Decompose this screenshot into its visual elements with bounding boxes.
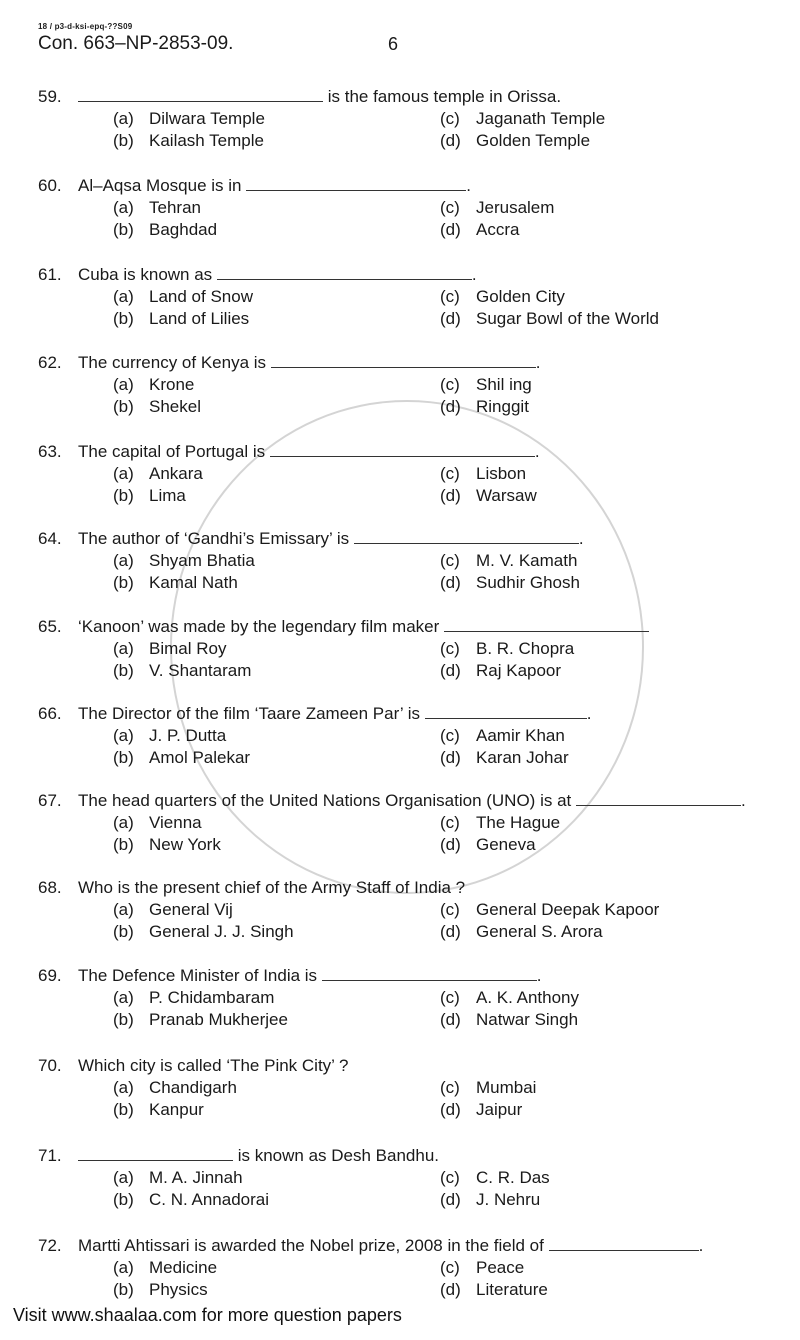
option-text: Sugar Bowl of the World xyxy=(476,309,659,328)
option-text: Peace xyxy=(476,1258,525,1277)
question-text xyxy=(38,877,465,899)
option-text: Jaipur xyxy=(476,1100,523,1119)
option-label: (a) xyxy=(113,198,134,217)
question-stem: The author of ‘Gandhi’s Emissary’ is xyxy=(78,529,354,548)
option-text: C. R. Das xyxy=(476,1168,550,1187)
option-label: (c) xyxy=(440,1078,460,1097)
answer-blank xyxy=(354,529,579,544)
option-label: (a) xyxy=(113,988,134,1007)
question-text xyxy=(38,965,542,987)
option-b xyxy=(113,572,238,594)
question-stem: Who is the present chief of the Army Staff of India ? xyxy=(78,878,466,897)
question-stem-end: . xyxy=(740,791,746,810)
question-number: 66. xyxy=(38,704,62,723)
option-label: (a) xyxy=(113,900,134,919)
option-text: Warsaw xyxy=(476,486,537,505)
option-text: M. A. Jinnah xyxy=(149,1168,243,1187)
option-text: Kanpur xyxy=(149,1100,204,1119)
option-label: (a) xyxy=(113,726,134,745)
question-number: 64. xyxy=(38,529,62,548)
option-label: (c) xyxy=(440,464,460,483)
option-text: Golden Temple xyxy=(476,131,591,150)
option-a xyxy=(113,899,233,921)
option-text: General J. J. Singh xyxy=(149,922,294,941)
option-a xyxy=(113,286,253,308)
option-b xyxy=(113,1099,204,1121)
header-small-code: 18 / p3-d-ksi-epq-??S09 xyxy=(38,22,133,31)
option-d xyxy=(440,660,561,682)
option-c xyxy=(440,812,560,834)
question-number: 71. xyxy=(38,1146,62,1165)
option-label: (c) xyxy=(440,813,460,832)
option-b xyxy=(113,1279,208,1301)
option-b xyxy=(113,660,251,682)
option-text: Ringgit xyxy=(476,397,529,416)
question-text xyxy=(38,175,471,197)
question-stem-end: . xyxy=(471,265,477,284)
option-text: Shil ing xyxy=(476,375,532,394)
option-label: (c) xyxy=(440,639,460,658)
option-text: Krone xyxy=(149,375,195,394)
option-label: (d) xyxy=(440,573,461,592)
option-d xyxy=(440,308,659,330)
option-a xyxy=(113,638,226,660)
question-number: 72. xyxy=(38,1236,62,1255)
option-b xyxy=(113,921,294,943)
option-text: Shyam Bhatia xyxy=(149,551,255,570)
option-a xyxy=(113,1077,237,1099)
answer-blank xyxy=(549,1236,699,1251)
question-text xyxy=(38,441,540,463)
option-label: (b) xyxy=(113,1010,134,1029)
question-text xyxy=(38,790,746,812)
option-label: (c) xyxy=(440,1168,460,1187)
question-stem-end: is the famous temple in Orissa. xyxy=(323,87,562,106)
option-label: (c) xyxy=(440,551,460,570)
option-text: Raj Kapoor xyxy=(476,661,562,680)
question-stem-end: is known as Desh Bandhu. xyxy=(233,1146,440,1165)
option-text: Pranab Mukherjee xyxy=(149,1010,288,1029)
answer-blank xyxy=(271,353,536,368)
option-text: Jaganath Temple xyxy=(476,109,606,128)
option-label: (b) xyxy=(113,748,134,767)
option-a xyxy=(113,197,201,219)
question-number: 63. xyxy=(38,442,62,461)
question-number: 68. xyxy=(38,878,62,897)
option-text: Sudhir Ghosh xyxy=(476,573,580,592)
option-text: V. Shantaram xyxy=(149,661,252,680)
option-text: Mumbai xyxy=(476,1078,537,1097)
option-label: (c) xyxy=(440,198,460,217)
option-label: (b) xyxy=(113,835,134,854)
option-b xyxy=(113,308,249,330)
answer-blank xyxy=(78,87,323,102)
option-label: (b) xyxy=(113,661,134,680)
question-stem: Al–Aqsa Mosque is in xyxy=(78,176,247,195)
option-c xyxy=(440,108,605,130)
option-text: Aamir Khan xyxy=(476,726,565,745)
question-stem: ‘Kanoon’ was made by the legendary film maker xyxy=(78,617,444,636)
option-c xyxy=(440,899,659,921)
option-text: J. P. Dutta xyxy=(149,726,227,745)
question-stem: Cuba is known as xyxy=(78,265,217,284)
option-text: General Deepak Kapoor xyxy=(476,900,660,919)
option-a xyxy=(113,108,265,130)
option-b xyxy=(113,396,201,418)
option-c xyxy=(440,463,526,485)
option-text: Baghdad xyxy=(149,220,218,239)
option-label: (a) xyxy=(113,464,134,483)
option-text: Kamal Nath xyxy=(149,573,238,592)
option-label: (a) xyxy=(113,287,134,306)
question-text xyxy=(38,616,649,638)
option-text: M. V. Kamath xyxy=(476,551,578,570)
answer-blank xyxy=(576,791,741,806)
option-text: J. Nehru xyxy=(476,1190,541,1209)
option-text: Physics xyxy=(149,1280,208,1299)
option-a xyxy=(113,812,202,834)
option-text: Jerusalem xyxy=(476,198,555,217)
paper-code: Con. 663–NP-2853-09. xyxy=(38,33,234,54)
option-d xyxy=(440,396,529,418)
option-text: Shekel xyxy=(149,397,201,416)
option-label: (c) xyxy=(440,900,460,919)
question-number: 67. xyxy=(38,791,62,810)
option-d xyxy=(440,1099,522,1121)
question-stem-end: . xyxy=(536,966,542,985)
option-label: (c) xyxy=(440,1258,460,1277)
option-b xyxy=(113,1009,288,1031)
option-text: B. R. Chopra xyxy=(476,639,575,658)
question-stem-end: . xyxy=(578,529,584,548)
option-label: (d) xyxy=(440,748,461,767)
answer-blank xyxy=(270,442,535,457)
option-c xyxy=(440,987,579,1009)
option-text: General S. Arora xyxy=(476,922,603,941)
question-stem-end: . xyxy=(586,704,592,723)
question-number: 60. xyxy=(38,176,62,195)
option-label: (c) xyxy=(440,287,460,306)
option-text: Dilwara Temple xyxy=(149,109,265,128)
option-text: Karan Johar xyxy=(476,748,569,767)
option-label: (b) xyxy=(113,131,134,150)
question-stem-end: . xyxy=(466,176,471,195)
answer-blank xyxy=(444,617,649,632)
option-label: (d) xyxy=(440,220,461,239)
option-label: (d) xyxy=(440,486,461,505)
option-label: (d) xyxy=(440,661,461,680)
option-text: Vienna xyxy=(149,813,202,832)
option-b xyxy=(113,834,221,856)
option-c xyxy=(440,1167,550,1189)
option-text: Amol Palekar xyxy=(149,748,251,767)
option-text: Accra xyxy=(476,220,520,239)
option-label: (b) xyxy=(113,573,134,592)
option-b xyxy=(113,1189,269,1211)
option-label: (b) xyxy=(113,1280,134,1299)
option-text: C. N. Annadorai xyxy=(149,1190,270,1209)
option-text: Lisbon xyxy=(476,464,527,483)
page-number: 6 xyxy=(388,34,399,54)
question-stem: The currency of Kenya is xyxy=(78,353,271,372)
option-label: (d) xyxy=(440,1100,461,1119)
question-text xyxy=(38,352,541,374)
option-c xyxy=(440,197,554,219)
option-a xyxy=(113,550,255,572)
question-number: 59. xyxy=(38,87,62,106)
option-label: (a) xyxy=(113,551,134,570)
option-d xyxy=(440,485,537,507)
option-text: Lima xyxy=(149,486,186,505)
question-stem: Which city is called ‘The Pink City’ ? xyxy=(78,1056,349,1075)
option-c xyxy=(440,1257,524,1279)
option-c xyxy=(440,638,574,660)
footer-text: Visit www.shaalaa.com for more question papers xyxy=(13,1305,402,1325)
option-d xyxy=(440,572,580,594)
question-number: 70. xyxy=(38,1056,62,1075)
option-text: Tehran xyxy=(149,198,201,217)
option-label: (c) xyxy=(440,988,460,1007)
question-stem-end: . xyxy=(535,353,541,372)
question-stem: The Defence Minister of India is xyxy=(78,966,322,985)
option-text: New York xyxy=(149,835,221,854)
option-d xyxy=(440,1189,540,1211)
option-c xyxy=(440,725,565,747)
option-label: (d) xyxy=(440,1280,461,1299)
option-label: (a) xyxy=(113,1078,134,1097)
option-label: (a) xyxy=(113,639,134,658)
option-c xyxy=(440,286,565,308)
option-d xyxy=(440,1009,578,1031)
question-text xyxy=(38,1235,703,1257)
option-c xyxy=(440,550,577,572)
option-d xyxy=(440,130,590,152)
option-label: (b) xyxy=(113,922,134,941)
option-label: (c) xyxy=(440,726,460,745)
option-label: (b) xyxy=(113,486,134,505)
question-stem-end: . xyxy=(534,442,540,461)
option-label: (d) xyxy=(440,309,461,328)
option-a xyxy=(113,374,194,396)
option-label: (a) xyxy=(113,375,134,394)
option-b xyxy=(113,747,250,769)
option-label: (b) xyxy=(113,397,134,416)
option-a xyxy=(113,725,226,747)
option-label: (d) xyxy=(440,922,461,941)
question-text xyxy=(38,1055,349,1077)
option-text: Literature xyxy=(476,1280,548,1299)
option-label: (a) xyxy=(113,1258,134,1277)
option-b xyxy=(113,219,217,241)
question-text xyxy=(38,528,584,550)
question-stem: Martti Ahtissari is awarded the Nobel prize, 2008 in the field of xyxy=(78,1236,549,1255)
option-label: (a) xyxy=(113,1168,134,1187)
option-label: (d) xyxy=(440,131,461,150)
option-text: A. K. Anthony xyxy=(476,988,580,1007)
question-stem-end: . xyxy=(698,1236,704,1255)
question-text xyxy=(38,86,561,108)
question-stem: The capital of Portugal is xyxy=(78,442,270,461)
option-label: (b) xyxy=(113,220,134,239)
option-c xyxy=(440,1077,536,1099)
option-a xyxy=(113,1257,217,1279)
question-number: 65. xyxy=(38,617,62,636)
option-label: (d) xyxy=(440,1010,461,1029)
option-label: (a) xyxy=(113,109,134,128)
question-text xyxy=(38,264,477,286)
question-number: 69. xyxy=(38,966,62,985)
option-text: Land of Snow xyxy=(149,287,253,306)
question-text xyxy=(38,1145,439,1167)
question-number: 61. xyxy=(38,265,62,284)
answer-blank xyxy=(322,966,537,981)
option-text: Kailash Temple xyxy=(149,131,264,150)
option-label: (b) xyxy=(113,309,134,328)
option-a xyxy=(113,1167,243,1189)
option-text: Chandigarh xyxy=(149,1078,237,1097)
option-text: The Hague xyxy=(476,813,561,832)
option-label: (b) xyxy=(113,1190,134,1209)
option-label: (c) xyxy=(440,375,460,394)
question-stem: The Director of the film ‘Taare Zameen Par’ is xyxy=(78,704,425,723)
option-label: (a) xyxy=(113,813,134,832)
option-label: (d) xyxy=(440,397,461,416)
option-text: Land of Lilies xyxy=(149,309,250,328)
option-d xyxy=(440,834,536,856)
option-label: (d) xyxy=(440,1190,461,1209)
option-d xyxy=(440,747,569,769)
option-text: General Vij xyxy=(149,900,233,919)
question-stem: The head quarters of the United Nations Organisation (UNO) is at xyxy=(78,791,576,810)
option-a xyxy=(113,463,203,485)
option-d xyxy=(440,219,519,241)
option-c xyxy=(440,374,532,396)
option-text: Golden City xyxy=(476,287,565,306)
option-d xyxy=(440,1279,548,1301)
option-b xyxy=(113,130,264,152)
option-text: Ankara xyxy=(149,464,203,483)
option-d xyxy=(440,921,603,943)
option-text: Medicine xyxy=(149,1258,218,1277)
answer-blank xyxy=(246,176,466,191)
option-label: (c) xyxy=(440,109,460,128)
question-text xyxy=(38,703,591,725)
option-label: (d) xyxy=(440,835,461,854)
answer-blank xyxy=(78,1146,233,1161)
option-b xyxy=(113,485,186,507)
option-label: (b) xyxy=(113,1100,134,1119)
question-number: 62. xyxy=(38,353,62,372)
answer-blank xyxy=(425,704,587,719)
option-text: Geneva xyxy=(476,835,536,854)
answer-blank xyxy=(217,265,472,280)
option-a xyxy=(113,987,274,1009)
option-text: Bimal Roy xyxy=(149,639,227,658)
option-text: Natwar Singh xyxy=(476,1010,579,1029)
option-text: P. Chidambaram xyxy=(149,988,275,1007)
